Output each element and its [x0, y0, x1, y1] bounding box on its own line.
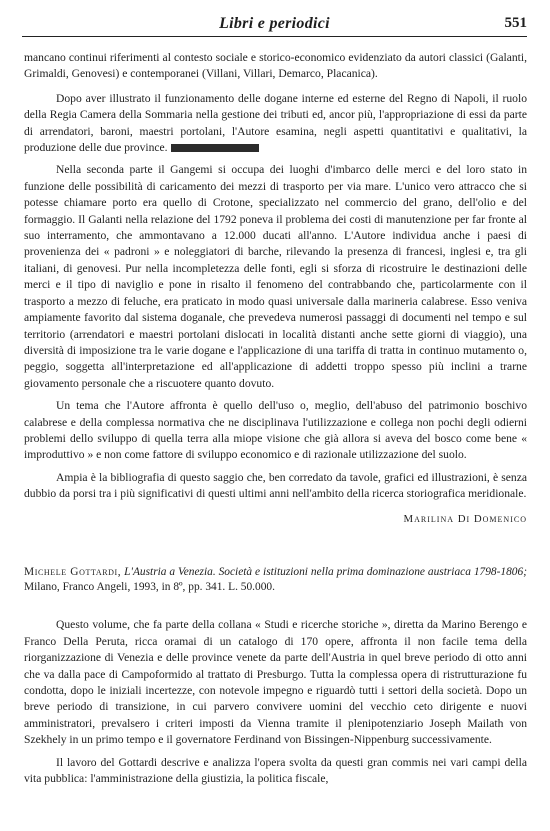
book-author: Michele Gottardi, [24, 565, 122, 578]
bibliographic-heading [24, 565, 527, 596]
running-title: Libri e periodici [219, 15, 330, 32]
review-paragraph [24, 91, 527, 157]
publication-details: Milano, Franco Angeli, 1993, in 8º, pp. 341. L. 50.000. [24, 580, 275, 593]
page-number: 551 [504, 15, 527, 31]
page-header [22, 12, 527, 37]
review-paragraph: Ampia è la bibliografia di questo saggio che, ben corredato da tavole, grafici ed illustrazioni, è senza dubbio da porsi tra i più significativi di questi ultimi anni nell'ambito della ricerca storiografica meridionale. [24, 470, 527, 501]
review-paragraph: mancano continui riferimenti al contesto sociale e storico-economico evidenziato da autori classici (Galanti, Grimaldi, Genovesi) e contemporanei (Villani, Villari, Demarco, Placanica). [24, 51, 527, 81]
review-paragraph: Il lavoro del Gottardi descrive e analizza l'opera svolta da questi gran commis nei vari campi della vita pubblica: l'amministrazione della giustizia, la politica fiscale, [24, 755, 527, 786]
review-gangemi [24, 50, 527, 525]
review-paragraph: Questo volume, che fa parte della collana « Studi e ricerche storiche », diretta da Marino Berengo e Franco Della Peruta, ricca oramai di un catalogo di 170 opere, affronta il non facile tema della riorganizzazione di Venezia e delle province venete da parte dell'Austria in quel breve periodo di otto anni che va dalla pace di Campoformido al trattato di Presburgo. Tutta la complessa opera di ristrutturazione fu condotta, dopo le iniziali incertezze, con notevole impegno e riguardò tutti i settori della società. Dopo un breve periodo di transizione, in cui parvero convivere uomini del vecchio ceto dirigente e nuovi amministratori, prevalsero i criteri imposti da Vienna tramite il plenipotenziario Joseph Mailath von Szekhely in un primo tempo e il governatore Ferdinand von Bissingen-Nippenburg successivamente. [24, 618, 527, 747]
page-body [24, 50, 527, 787]
review-paragraph-text: Dopo aver illustrato il funzionamento delle dogane interne ed esterne del Regno di Napoli, il ruolo della Regia Camera della Sommaria nella gestione dei tributi ed, ancor più, l'appropriazione di essi da parte di arrendatori, baroni, maestri portolani, l'Autore esamina, negli aspetti quantitativi e qualitativi, la produzione delle due province. [24, 91, 527, 155]
review-gottardi [24, 565, 527, 788]
review-paragraph: Un tema che l'Autore affronta è quello dell'uso o, meglio, dell'abuso del patrimonio boschivo calabrese e della complessa normativa che ne disciplinava l'utilizzazione e collega non pochi degli odierni problemi dello sviluppo di quella terra alla miope visione che già allora si aveva del bosco come bene « improduttivo » e non come fattore di sviluppo economico e di razionale utilizzazione del suolo. [24, 399, 527, 462]
book-title: L'Austria a Venezia. Società e istituzioni nella prima dominazione austriaca 1798-1806; [124, 565, 527, 578]
reviewer-signature: Marilina Di Domenico [403, 512, 527, 525]
redaction-mark [171, 144, 259, 152]
review-paragraph: Nella seconda parte il Gangemi si occupa dei luoghi d'imbarco delle merci e del loro stato in funzione delle possibilità di caricamento dei mezzi di trasporto per via mare. L'unico vero attracco che si potesse chiamare porto era quello di Crotone, specializzato nel commercio del grano, dell'olio e del formaggio. Il Galanti nella relazione del 1792 poneva il problema dei costi di manutenzione per far fronte al suo interramento, che ammontavano a 12.000 ducati all'anno. L'Autore individua anche i paesi di provenienza dei « padroni » e noleggiatori di barche, rilevando la presenza di francesi, inglesi e, tra gli italiani, di genovesi. Pur nella incompletezza delle fonti, egli si sforza di ricostruire le destinazioni delle merci e il tipo di naviglio e pone in risalto il fenomeno del contrabbando che, particolarmente con il trasporto a mezzo di feluche, era praticato in modo quasi universale dalla marineria calabrese. Esso veniva ampiamente favorito dal sistema doganale, che prevedeva numerosi passaggi di documenti nel tempo e sul territorio (arrendatori e maestri portolani dislocati in località distanti anche sette giorni di viaggio), una diversità di imposizione tra le varie dogane e l'applicazione di una tariffa di tratta in continuo mutamento o, peggio, soggetta all'interpretazione ed all'applicazione di addetti troppo spesso più inclini a trarne giovamento personale che a riscuotere quanto dovuto. [24, 163, 527, 390]
